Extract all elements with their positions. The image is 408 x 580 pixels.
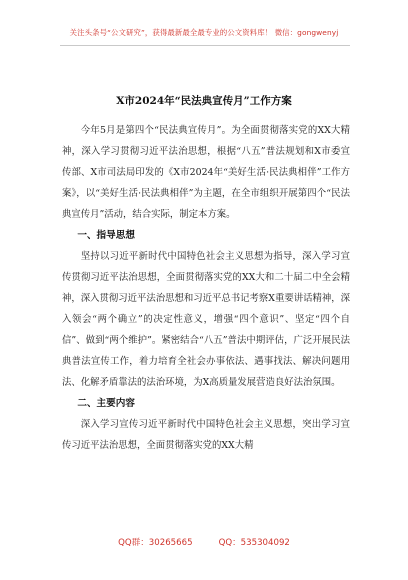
document-body <box>62 120 350 456</box>
intro-paragraph: 今年5月是第四个“民法典宣传月”。为全面贯彻落实党的XX大精神，深入学习贯彻习近平法治思想，根据“八五”普法规划和X市委宣传部、X市司法局印发的《X市2024年“美好生活·民法典相伴”工作方案》，以“美好生活·民法典相伴”为主题，在全市组织开展第四个“民法典宣传月”活动，结合实际，制定本方案。 <box>62 125 350 220</box>
footer-qq: QQ：535304092 <box>218 538 290 548</box>
footer-contact <box>0 536 408 548</box>
header-promo-note: 关注头条号“公文研究”，获得最新最全最专业的公文资料库！ 微信：gongwenyj <box>69 28 339 37</box>
section-heading-main-content: 二、主要内容 <box>77 398 135 409</box>
header-divider <box>60 45 350 46</box>
section-heading-guiding-ideology: 一、指导思想 <box>77 230 135 241</box>
main-content-paragraph: 深入学习宣传习近平新时代中国特色社会主义思想，突出学习宣传习近平法治思想，全面贯彻落实党的XX大精 <box>62 419 350 451</box>
guiding-ideology-paragraph: 坚持以习近平新时代中国特色社会主义思想为指导，深入学习宣传贯彻习近平法治思想，全面贯彻落实党的XX大和二十届二中全会精神，深入贯彻习近平法治思想和习近平总书记考察X重要讲话精神，深入领会“两个确立”的决定性意义，增强“四个意识”、坚定“四个自信”、做到“两个维护”。紧密结合“八五”普法中期评估，广泛开展民法典普法宣传工作，着力培育全社会办事依法、遇事找法、解决问题用法、化解矛盾靠法的法治环境，为X高质量发展营造良好法治氛围。 <box>62 251 350 388</box>
footer-qq-group: QQ群：30265665 <box>118 538 193 548</box>
document-title: X市2024年“民法典宣传月”工作方案 <box>116 95 292 107</box>
